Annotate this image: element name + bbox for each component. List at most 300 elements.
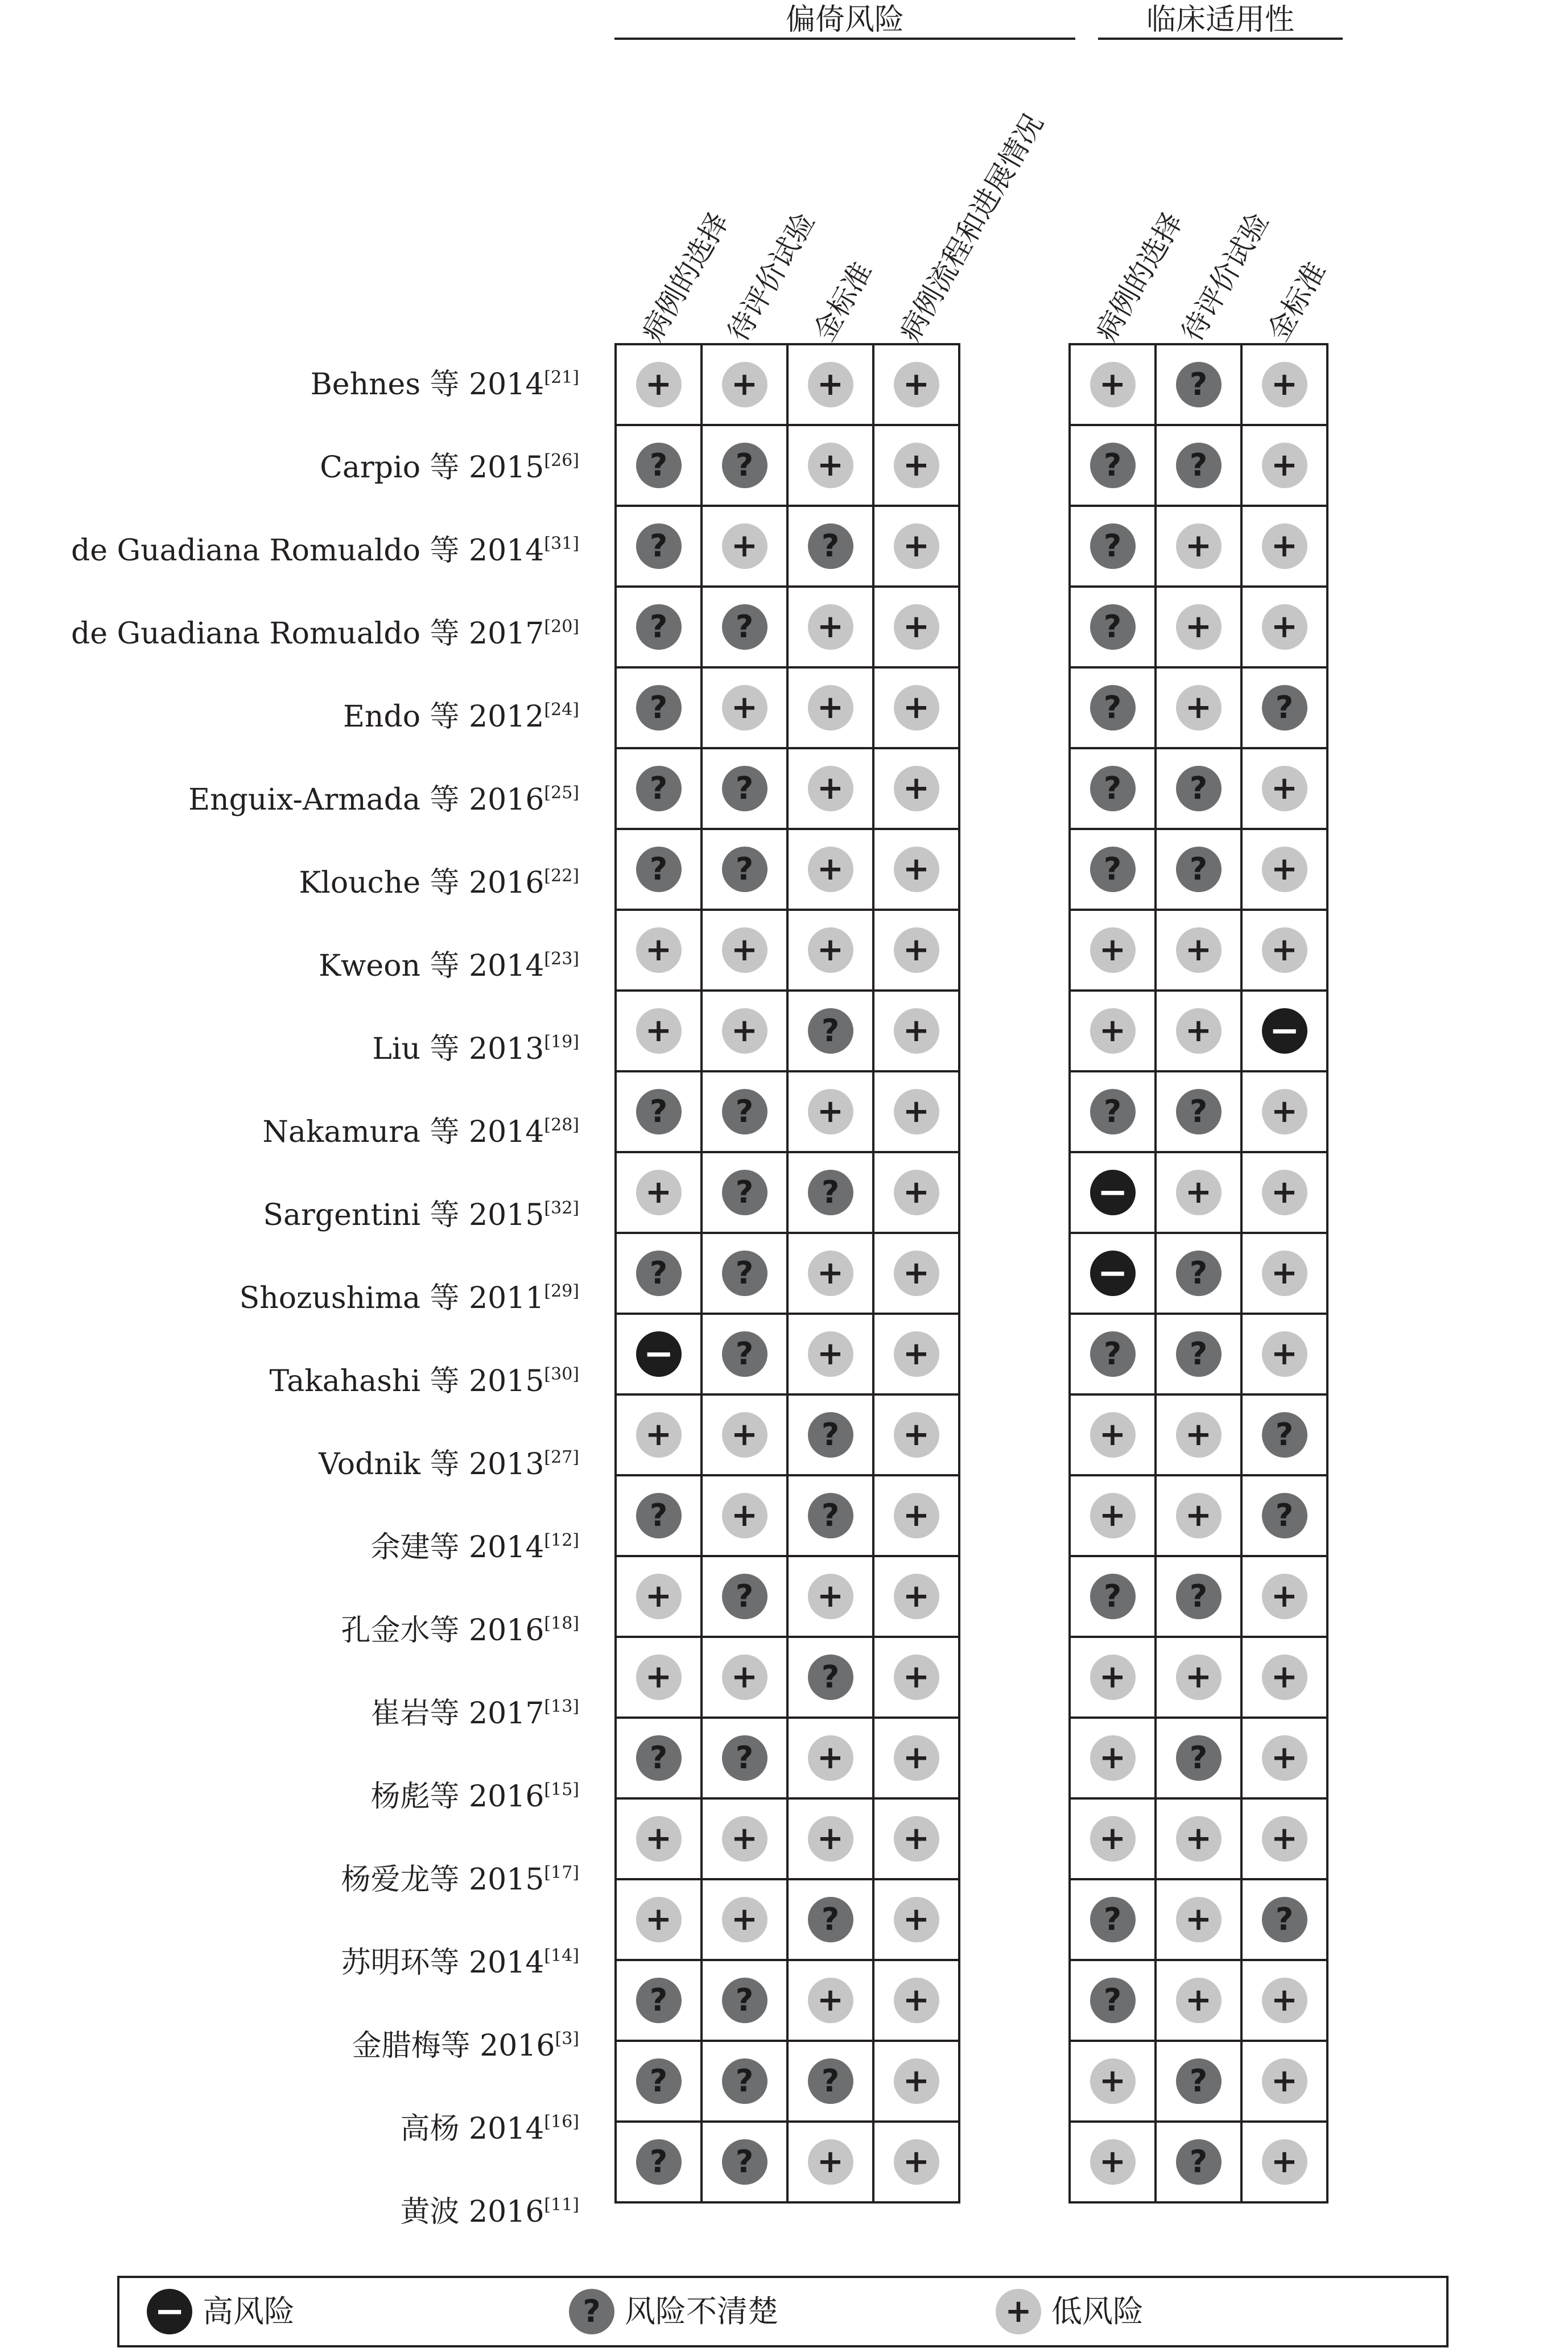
risk-symbol-unclear: ?	[722, 1170, 768, 1215]
grid-cell	[702, 425, 787, 506]
grid-row	[1070, 1879, 1327, 1960]
grid-cell	[1241, 1637, 1327, 1718]
grid-cell	[1156, 2041, 1241, 2122]
risk-symbol-unclear: ?	[722, 847, 768, 892]
risk-symbol-low: +	[1090, 1654, 1136, 1700]
risk-symbol-high: −	[1262, 1008, 1307, 1054]
grid-row	[1070, 991, 1327, 1071]
risk-symbol-low: +	[894, 1170, 939, 1215]
risk-symbol-unclear: ?	[808, 2058, 853, 2104]
grid-cell	[1156, 1394, 1241, 1475]
grid-cell	[616, 1960, 702, 2041]
risk-symbol-low: +	[894, 1897, 939, 1942]
study-reference: [3]	[555, 2029, 579, 2049]
risk-symbol-unclear: ?	[1176, 362, 1222, 407]
grid-row	[616, 1314, 959, 1394]
risk-symbol-low: +	[808, 685, 853, 731]
grid-cell	[787, 2041, 873, 2122]
study-label	[401, 2171, 579, 2254]
risk-symbol-low: +	[808, 1251, 853, 1296]
grid-cell	[787, 1556, 873, 1637]
grid-cell	[1070, 1960, 1156, 2041]
risk-symbol-low: +	[894, 1008, 939, 1054]
study-reference: [26]	[544, 451, 579, 471]
grid-cell	[616, 1879, 702, 1960]
risk-symbol-low: +	[1262, 523, 1307, 569]
risk-symbol-low: +	[636, 927, 682, 973]
risk-symbol-low: +	[894, 1089, 939, 1134]
grid-cell	[787, 991, 873, 1071]
risk-symbol-unclear: ?	[722, 604, 768, 650]
grid-cell	[873, 1556, 959, 1637]
risk-symbol-unclear: ?	[636, 2058, 682, 2104]
risk-symbol-low: +	[636, 1654, 682, 1700]
risk-symbol-low: +	[636, 1574, 682, 1619]
study-name: Endo 等 2012	[343, 700, 544, 734]
grid-cell	[1070, 344, 1156, 425]
study-label	[262, 1091, 579, 1174]
grid-row	[616, 2122, 959, 2202]
risk-symbol-low: +	[1262, 1089, 1307, 1134]
grid-row	[1070, 2041, 1327, 2122]
study-label	[240, 1257, 579, 1340]
grid-cell	[1070, 1879, 1156, 1960]
grid-cell	[873, 1233, 959, 1314]
risk-symbol-unclear: ?	[1090, 604, 1136, 650]
risk-symbol-low: +	[894, 927, 939, 973]
study-name: Carpio 等 2015	[320, 451, 544, 485]
grid-cell	[702, 1556, 787, 1637]
grid-cell	[616, 1314, 702, 1394]
risk-symbol-unclear: ?	[636, 523, 682, 569]
risk-symbol-low: +	[1262, 362, 1307, 407]
grid-row	[616, 1718, 959, 1798]
study-label	[263, 1174, 579, 1257]
grid-cell	[1156, 1960, 1241, 2041]
study-reference: [29]	[544, 1281, 579, 1301]
study-name: 杨爱龙等 2015	[341, 1863, 544, 1897]
grid-row	[616, 1233, 959, 1314]
grid-cell	[873, 506, 959, 587]
grid-cell	[1070, 1798, 1156, 1879]
grid-cell	[702, 829, 787, 910]
risk-symbol-low: +	[808, 443, 853, 488]
grid-cell	[1070, 1152, 1156, 1233]
risk-symbol-low: +	[1176, 1170, 1222, 1215]
study-label	[319, 1423, 579, 1506]
risk-symbol-low: +	[894, 443, 939, 488]
risk-symbol-low: +	[1262, 1816, 1307, 1862]
risk-symbol-unclear: ?	[722, 1331, 768, 1377]
risk-symbol-low: +	[722, 362, 768, 407]
study-reference: [15]	[544, 1780, 579, 1800]
risk-symbol-low: +	[636, 1897, 682, 1942]
risk-symbol-unclear: ?	[1090, 766, 1136, 811]
study-label	[372, 1008, 579, 1091]
risk-symbol-low: +	[1090, 2139, 1136, 2185]
risk-of-bias-grid	[614, 343, 960, 2204]
grid-cell	[1241, 506, 1327, 587]
grid-row	[1070, 667, 1327, 748]
grid-cell	[873, 2122, 959, 2202]
risk-symbol-low: +	[1262, 2058, 1307, 2104]
study-reference: [22]	[544, 866, 579, 886]
study-name: 黄波 2016	[400, 2195, 544, 2229]
study-name: de Guadiana Romualdo 等 2017	[71, 617, 544, 651]
grid-row	[1070, 1071, 1327, 1152]
grid-cell	[873, 1637, 959, 1718]
risk-symbol-low: +	[636, 1412, 682, 1458]
legend-label: 风险不清楚	[625, 2293, 778, 2329]
grid-cell	[787, 1798, 873, 1879]
risk-symbol-low: +	[808, 2139, 853, 2185]
grid-cell	[787, 1071, 873, 1152]
grid-cell	[1070, 1071, 1156, 1152]
grid-cell	[873, 1314, 959, 1394]
risk-symbol-unclear: ?	[636, 443, 682, 488]
grid-row	[616, 1071, 959, 1152]
column-header: 病例的选择	[635, 207, 735, 347]
risk-symbol-low: +	[1090, 1816, 1136, 1862]
risk-symbol-unclear: ?	[636, 1251, 682, 1296]
grid-cell	[873, 1475, 959, 1556]
grid-cell	[873, 910, 959, 991]
risk-symbol-low: +	[894, 685, 939, 731]
grid-cell	[1070, 829, 1156, 910]
risk-symbol-low: +	[1262, 847, 1307, 892]
grid-row	[1070, 1556, 1327, 1637]
grid-cell	[1156, 991, 1241, 1071]
risk-symbol-low: +	[808, 1574, 853, 1619]
risk-symbol-low: +	[1090, 1412, 1136, 1458]
grid-cell	[1156, 587, 1241, 667]
grid-cell	[1241, 425, 1327, 506]
grid-cell	[873, 2041, 959, 2122]
risk-symbol-unclear: ?	[808, 1170, 853, 1215]
risk-symbol-low: +	[1262, 443, 1307, 488]
risk-symbol-low: +	[722, 685, 768, 731]
study-reference: [25]	[544, 783, 579, 803]
grid-cell	[873, 425, 959, 506]
grid-cell	[873, 344, 959, 425]
study-name: de Guadiana Romualdo 等 2014	[71, 534, 544, 568]
grid-row	[1070, 2122, 1327, 2202]
grid-row	[616, 506, 959, 587]
study-reference: [28]	[544, 1115, 579, 1135]
study-label	[319, 925, 579, 1008]
grid-cell	[616, 1718, 702, 1798]
grid-cell	[702, 1718, 787, 1798]
column-header: 病例流程和进展情况	[893, 108, 1050, 347]
risk-symbol-low: +	[1262, 1654, 1307, 1700]
grid-cell	[702, 1071, 787, 1152]
risk-symbol-unclear: ?	[722, 2058, 768, 2104]
grid-cell	[702, 1798, 787, 1879]
grid-cell	[787, 1314, 873, 1394]
risk-symbol-low: +	[894, 1816, 939, 1862]
risk-symbol-unclear: ?	[636, 685, 682, 731]
grid-cell	[616, 1233, 702, 1314]
grid-cell	[1241, 1718, 1327, 1798]
grid-cell	[1156, 1879, 1241, 1960]
risk-symbol-low: +	[894, 1978, 939, 2023]
grid-cell	[1241, 2122, 1327, 2202]
risk-symbol-low: +	[894, 2139, 939, 2185]
risk-symbol-unclear: ?	[1262, 1897, 1307, 1942]
grid-cell	[1070, 2041, 1156, 2122]
study-name: Behnes 等 2014	[310, 368, 544, 402]
grid-row	[1070, 910, 1327, 991]
grid-cell	[787, 425, 873, 506]
study-name: 杨彪等 2016	[370, 1780, 544, 1814]
risk-symbol-low: +	[808, 1978, 853, 2023]
grid-cell	[1070, 667, 1156, 748]
risk-symbol-unclear: ?	[1262, 1493, 1307, 1538]
grid-cell	[702, 991, 787, 1071]
grid-cell	[616, 506, 702, 587]
grid-cell	[616, 910, 702, 991]
risk-symbol-low: +	[808, 1816, 853, 1862]
grid-cell	[787, 829, 873, 910]
grid-row	[616, 991, 959, 1071]
risk-symbol-unclear: ?	[1090, 1897, 1136, 1942]
study-label	[371, 1506, 579, 1589]
grid-cell	[787, 1960, 873, 2041]
risk-symbol-high: −	[147, 2289, 192, 2334]
risk-symbol-unclear: ?	[1176, 1251, 1222, 1296]
risk-symbol-unclear: ?	[722, 443, 768, 488]
grid-cell	[873, 748, 959, 829]
risk-symbol-unclear: ?	[808, 1897, 853, 1942]
grid-cell	[702, 2122, 787, 2202]
risk-symbol-unclear: ?	[722, 1574, 768, 1619]
grid-cell	[873, 829, 959, 910]
column-header: 金标准	[807, 256, 878, 347]
group-title: 临床适用性	[1146, 3, 1294, 37]
risk-symbol-unclear: ?	[1090, 1331, 1136, 1377]
risk-symbol-low: +	[1090, 362, 1136, 407]
grid-cell	[1156, 1556, 1241, 1637]
risk-symbol-low: +	[636, 362, 682, 407]
grid-cell	[1156, 1475, 1241, 1556]
risk-symbol-unclear: ?	[808, 523, 853, 569]
risk-symbol-unclear: ?	[1090, 443, 1136, 488]
risk-symbol-unclear: ?	[636, 1735, 682, 1781]
grid-cell	[702, 1960, 787, 2041]
grid-row	[616, 587, 959, 667]
risk-symbol-low: +	[808, 847, 853, 892]
grid-cell	[787, 1637, 873, 1718]
risk-symbol-unclear: ?	[1176, 766, 1222, 811]
grid-cell	[616, 344, 702, 425]
grid-cell	[702, 1879, 787, 1960]
study-reference: [17]	[544, 1863, 579, 1883]
risk-symbol-low: +	[808, 1089, 853, 1134]
grid-cell	[1156, 506, 1241, 587]
grid-cell	[1156, 1637, 1241, 1718]
risk-symbol-low: +	[1262, 1170, 1307, 1215]
grid-cell	[1241, 344, 1327, 425]
grid-cell	[1070, 1475, 1156, 1556]
grid-cell	[873, 1071, 959, 1152]
study-name: Nakamura 等 2014	[262, 1115, 544, 1149]
risk-symbol-low: +	[1176, 685, 1222, 731]
grid-row	[1070, 1718, 1327, 1798]
grid-row	[616, 344, 959, 425]
legend-label: 高风险	[203, 2293, 295, 2329]
risk-symbol-low: +	[894, 1493, 939, 1538]
risk-symbol-low: +	[894, 604, 939, 650]
risk-symbol-low: +	[1090, 1493, 1136, 1538]
grid-cell	[1241, 1314, 1327, 1394]
study-label	[352, 2004, 579, 2087]
risk-symbol-unclear: ?	[1176, 1735, 1222, 1781]
grid-cell	[616, 1475, 702, 1556]
study-label	[401, 2087, 579, 2171]
study-reference: [11]	[544, 2195, 579, 2215]
grid-cell	[1241, 2041, 1327, 2122]
grid-cell	[702, 506, 787, 587]
grid-cell	[702, 748, 787, 829]
study-reference: [23]	[544, 949, 579, 969]
legend-item	[569, 2278, 778, 2345]
risk-symbol-unclear: ?	[1176, 1089, 1222, 1134]
grid-cell	[1241, 1233, 1327, 1314]
grid-cell	[873, 667, 959, 748]
study-name: Takahashi 等 2015	[269, 1364, 544, 1398]
grid-cell	[1156, 2122, 1241, 2202]
grid-cell	[873, 1798, 959, 1879]
risk-symbol-high: −	[636, 1331, 682, 1377]
legend-item	[996, 2278, 1144, 2345]
study-name: Vodnik 等 2013	[319, 1447, 544, 1482]
grid-cell	[616, 425, 702, 506]
grid-row	[616, 1394, 959, 1475]
grid-cell	[702, 1475, 787, 1556]
grid-cell	[787, 748, 873, 829]
grid-cell	[787, 1879, 873, 1960]
study-reference: [19]	[544, 1032, 579, 1052]
risk-symbol-unclear: ?	[1262, 685, 1307, 731]
grid-cell	[787, 506, 873, 587]
study-label	[71, 592, 579, 675]
study-label	[341, 1589, 579, 1672]
grid-cell	[616, 1071, 702, 1152]
grid-cell	[616, 829, 702, 910]
grid-cell	[616, 1394, 702, 1475]
grid-cell	[1156, 1152, 1241, 1233]
grid-cell	[702, 344, 787, 425]
grid-cell	[1070, 1718, 1156, 1798]
risk-symbol-unclear: ?	[1090, 1574, 1136, 1619]
grid-cell	[1156, 1314, 1241, 1394]
risk-symbol-low: +	[1176, 523, 1222, 569]
risk-symbol-unclear: ?	[636, 766, 682, 811]
risk-symbol-low: +	[722, 1897, 768, 1942]
grid-cell	[1241, 910, 1327, 991]
grid-row	[616, 1556, 959, 1637]
risk-symbol-unclear: ?	[1176, 1331, 1222, 1377]
column-header: 待评价试验	[721, 207, 821, 347]
risk-symbol-low: +	[894, 1574, 939, 1619]
grid-row	[1070, 829, 1327, 910]
grid-row	[616, 910, 959, 991]
risk-symbol-low: +	[1262, 1331, 1307, 1377]
grid-cell	[616, 748, 702, 829]
grid-row	[1070, 587, 1327, 667]
grid-row	[616, 1798, 959, 1879]
study-name: Klouche 等 2016	[299, 866, 544, 900]
risk-symbol-unclear: ?	[1176, 2139, 1222, 2185]
grid-cell	[873, 991, 959, 1071]
grid-cell	[702, 2041, 787, 2122]
grid-cell	[873, 1394, 959, 1475]
grid-row	[1070, 506, 1327, 587]
risk-symbol-low: +	[1176, 927, 1222, 973]
grid-cell	[873, 1152, 959, 1233]
risk-symbol-low: +	[808, 1735, 853, 1781]
risk-symbol-low: +	[722, 927, 768, 973]
risk-symbol-low: +	[722, 1008, 768, 1054]
grid-cell	[1241, 667, 1327, 748]
risk-symbol-low: +	[1176, 1412, 1222, 1458]
risk-symbol-unclear: ?	[1176, 847, 1222, 892]
grid-cell	[1156, 667, 1241, 748]
grid-row	[1070, 1475, 1327, 1556]
risk-symbol-low: +	[636, 1816, 682, 1862]
study-label	[371, 1755, 579, 1838]
risk-symbol-unclear: ?	[636, 1978, 682, 2023]
risk-symbol-unclear: ?	[1262, 1412, 1307, 1458]
study-reference: [24]	[544, 700, 579, 720]
risk-symbol-unclear: ?	[636, 2139, 682, 2185]
grid-row	[616, 1475, 959, 1556]
grid-cell	[702, 1314, 787, 1394]
grid-cell	[702, 910, 787, 991]
risk-symbol-low: +	[894, 523, 939, 569]
study-reference: [32]	[544, 1198, 579, 1218]
grid-cell	[1241, 829, 1327, 910]
risk-symbol-low: +	[894, 1251, 939, 1296]
grid-cell	[702, 1637, 787, 1718]
study-name: 苏明环等 2014	[341, 1946, 544, 1980]
grid-cell	[873, 1879, 959, 1960]
risk-symbol-low: +	[894, 362, 939, 407]
legend	[117, 2276, 1449, 2347]
grid-cell	[787, 587, 873, 667]
grid-cell	[1156, 829, 1241, 910]
study-label	[71, 509, 579, 592]
study-label	[371, 1672, 579, 1755]
study-reference: [12]	[544, 1530, 579, 1550]
risk-symbol-low: +	[1262, 1735, 1307, 1781]
study-reference: [31]	[544, 534, 579, 554]
grid-cell	[616, 667, 702, 748]
grid-row	[1070, 1233, 1327, 1314]
grid-cell	[1070, 425, 1156, 506]
grid-cell	[1070, 587, 1156, 667]
risk-symbol-unclear: ?	[1090, 1978, 1136, 2023]
risk-symbol-unclear: ?	[1090, 1089, 1136, 1134]
grid-row	[616, 667, 959, 748]
grid-row	[616, 425, 959, 506]
risk-symbol-low: +	[808, 604, 853, 650]
risk-symbol-low: +	[894, 1412, 939, 1458]
grid-cell	[1070, 1233, 1156, 1314]
grid-cell	[616, 991, 702, 1071]
grid-cell	[873, 1960, 959, 2041]
grid-cell	[1241, 1475, 1327, 1556]
